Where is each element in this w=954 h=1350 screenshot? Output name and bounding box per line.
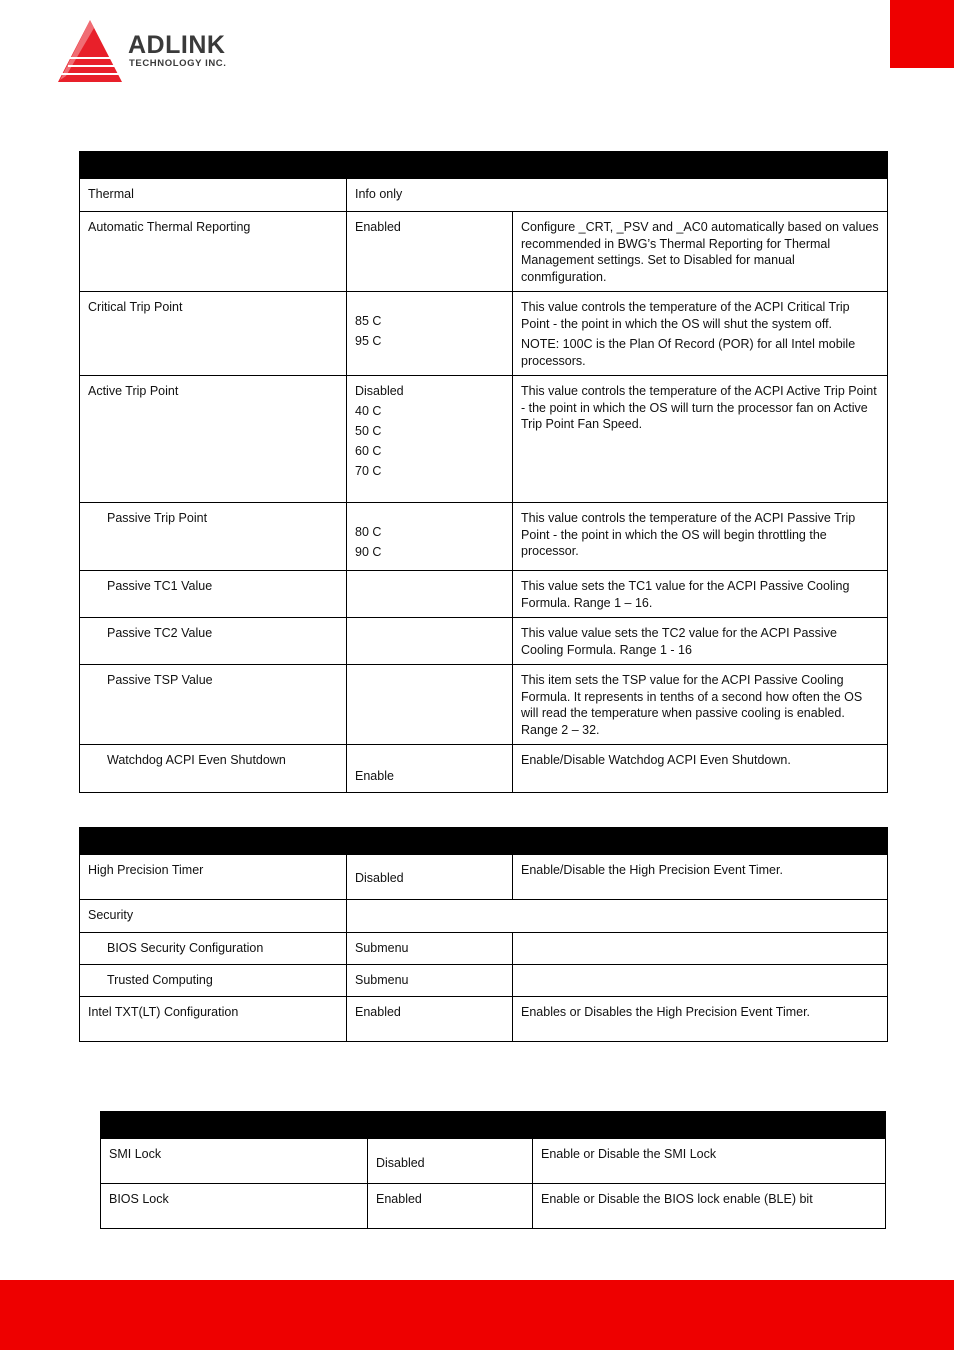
item-cell: Passive TSP Value	[80, 665, 347, 745]
description-cell	[513, 376, 888, 503]
option-value: 40 C	[355, 404, 382, 418]
option-cell: Enabled	[347, 997, 513, 1042]
item-cell: Trusted Computing	[80, 965, 347, 997]
option-value: Disabled	[355, 871, 404, 885]
option-cell	[347, 745, 513, 793]
table-row	[80, 933, 888, 965]
description-note: NOTE: 100C is the Plan Of Record (POR) for all Intel mobile processors.	[521, 337, 856, 368]
footer-band	[0, 1280, 954, 1350]
option-value: 80 C	[355, 525, 382, 539]
option-cell	[347, 855, 513, 900]
description-text: This value controls the temperature of the ACPI Critical Trip Point - the point in which the OS will shut the system off.	[521, 300, 850, 331]
thermal-table	[79, 151, 888, 793]
option-cell	[347, 571, 513, 618]
lock-table	[100, 1111, 886, 1229]
option-cell	[347, 618, 513, 665]
table-row	[80, 376, 888, 503]
table-row	[80, 665, 888, 745]
description-text: This value sets the TC1 value for the ACPI Passive Cooling Formula. Range 1 – 16.	[521, 579, 850, 610]
item-cell: BIOS Security Configuration	[80, 933, 347, 965]
description-cell	[513, 745, 888, 793]
adlink-triangle-icon	[56, 18, 126, 88]
item-cell: Passive TC2 Value	[80, 618, 347, 665]
item-cell: Security	[80, 900, 347, 933]
description-cell	[513, 571, 888, 618]
table-row	[80, 212, 888, 292]
table-row	[80, 855, 888, 900]
option-value: 85 C	[355, 314, 382, 328]
option-cell: Info only	[347, 179, 888, 212]
table-header-row	[80, 828, 888, 855]
option-value: Enabled	[355, 220, 401, 234]
description-text: Enable/Disable Watchdog ACPI Even Shutdown.	[521, 753, 791, 767]
timer-security-table	[79, 827, 888, 1042]
table-row	[80, 618, 888, 665]
description-text: This value controls the temperature of the ACPI Passive Trip Point - the point in which the OS will begin throttling the processor.	[521, 511, 856, 558]
option-cell	[347, 900, 888, 933]
description-text: Configure _CRT, _PSV and _AC0 automatically based on values recommended in BWG’s Thermal Reporting for Thermal Management settings. Set to Disabled for manual conmfiguration.	[521, 220, 879, 284]
table-row	[80, 997, 888, 1042]
option-cell	[347, 292, 513, 376]
item-cell: Active Trip Point	[80, 376, 347, 503]
description-text: This item sets the TSP value for the ACPI Passive Cooling Formula. It represents in tenths of a second how often the OS will read the temperature when passive cooling is enabled. Range 2 – 32.	[521, 673, 863, 737]
description-cell	[513, 665, 888, 745]
option-cell	[347, 376, 513, 503]
description-text: This value controls the temperature of the ACPI Active Trip Point - the point in which the OS will turn the processor fan on Active Trip Point Fan Speed.	[521, 384, 877, 431]
description-cell	[513, 618, 888, 665]
option-value: 95 C	[355, 334, 382, 348]
table-row	[80, 900, 888, 933]
description-cell	[513, 503, 888, 571]
item-cell: Critical Trip Point	[80, 292, 347, 376]
option-cell	[347, 212, 513, 292]
table-row	[80, 965, 888, 997]
table-header-row	[101, 1112, 886, 1139]
option-cell: Submenu	[347, 965, 513, 997]
option-value: 60 C	[355, 444, 382, 458]
option-value: Disabled	[376, 1156, 425, 1170]
item-cell: Automatic Thermal Reporting	[80, 212, 347, 292]
item-cell: SMI Lock	[101, 1139, 368, 1184]
table-row	[80, 503, 888, 571]
description-cell	[513, 965, 888, 997]
option-value: 90 C	[355, 545, 382, 559]
option-cell: Enabled	[368, 1184, 533, 1229]
table-row	[80, 745, 888, 793]
adlink-logo	[56, 18, 271, 88]
option-cell	[368, 1139, 533, 1184]
table-row	[80, 292, 888, 376]
logo-name: ADLINK	[128, 31, 226, 59]
table-row	[80, 179, 888, 212]
description-text: This value value sets the TC2 value for the ACPI Passive Cooling Formula. Range 1 - 16	[521, 626, 837, 657]
corner-red-tab	[890, 0, 954, 68]
option-value: 70 C	[355, 464, 382, 478]
description-cell	[513, 292, 888, 376]
description-cell	[513, 933, 888, 965]
option-value: 50 C	[355, 424, 382, 438]
item-cell: Intel TXT(LT) Configuration	[80, 997, 347, 1042]
description-cell: Enables or Disables the High Precision Event Timer.	[513, 997, 888, 1042]
option-cell	[347, 503, 513, 571]
option-value: Disabled	[355, 384, 404, 398]
description-cell: Enable or Disable the SMI Lock	[533, 1139, 886, 1184]
item-cell: Passive TC1 Value	[80, 571, 347, 618]
logo-tagline: TECHNOLOGY INC.	[129, 58, 227, 69]
table-header-row	[80, 152, 888, 179]
table-row	[80, 571, 888, 618]
item-cell: Passive Trip Point	[80, 503, 347, 571]
table-row	[101, 1184, 886, 1229]
table-row	[101, 1139, 886, 1184]
option-cell: Submenu	[347, 933, 513, 965]
item-cell: Thermal	[80, 179, 347, 212]
item-cell: High Precision Timer	[80, 855, 347, 900]
item-cell: BIOS Lock	[101, 1184, 368, 1229]
description-cell	[513, 212, 888, 292]
description-cell: Enable or Disable the BIOS lock enable (BLE) bit	[533, 1184, 886, 1229]
description-cell: Enable/Disable the High Precision Event Timer.	[513, 855, 888, 900]
item-cell: Watchdog ACPI Even Shutdown	[80, 745, 347, 793]
option-cell	[347, 665, 513, 745]
option-value: Enable	[355, 769, 394, 783]
